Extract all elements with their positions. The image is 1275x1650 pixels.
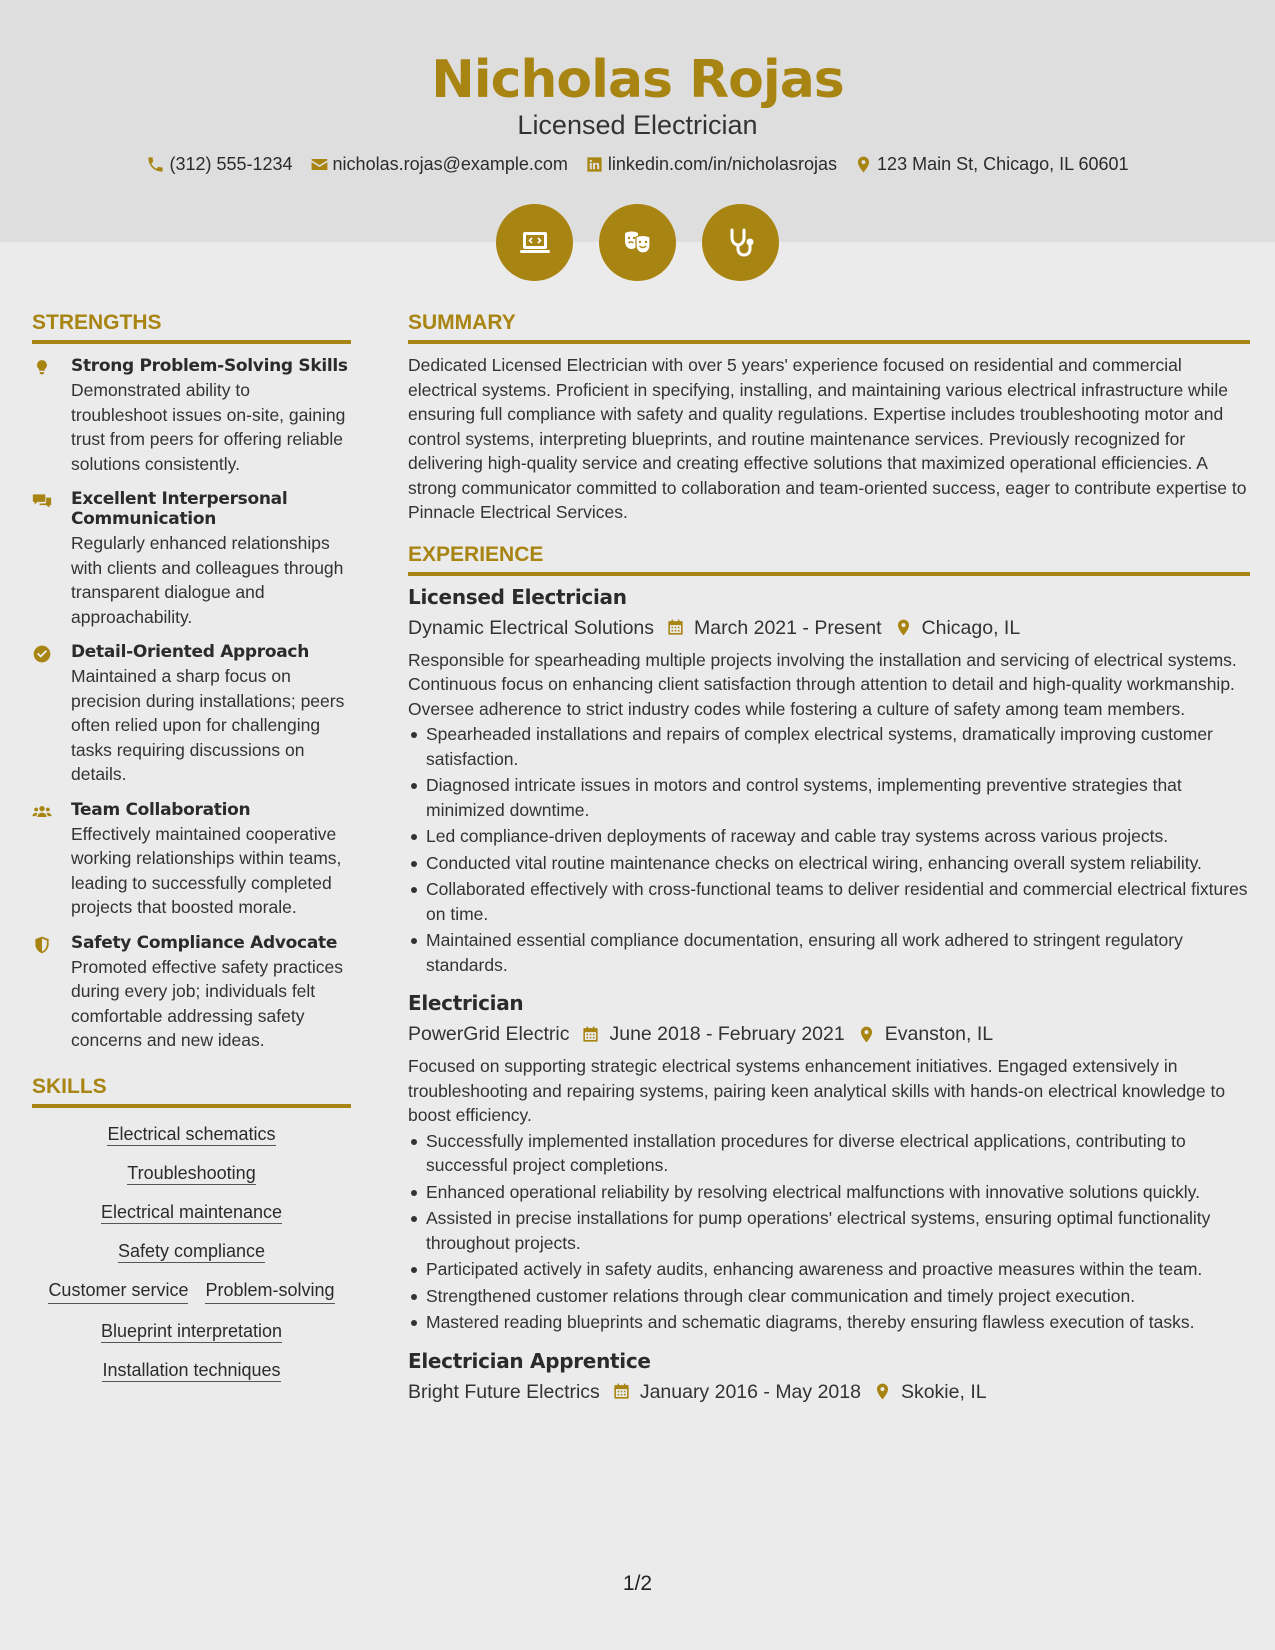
right-column: [408, 309, 1250, 1407]
strengths-heading: STRENGTHS: [32, 309, 351, 344]
job-dates: June 2018 - February 2021: [609, 1023, 845, 1045]
location-pin-icon: [854, 155, 873, 174]
candidate-name: Nicholas Rojas: [431, 50, 844, 110]
comments-icon: [32, 491, 52, 511]
contact-phone-text: (312) 555-1234: [169, 154, 293, 174]
strength-desc: Effectively maintained cooperative working relationships within teams, leading to successfully completed projects that boosted morale.: [71, 823, 342, 917]
job-bullet: Strengthened customer relations through clear communication and timely project execution.: [408, 1284, 1250, 1309]
strength-title: Safety Compliance Advocate: [71, 932, 338, 953]
strength-item: [32, 642, 351, 787]
job-dates: March 2021 - Present: [694, 616, 882, 639]
interest-circle-health: [702, 204, 779, 281]
job-bullet: Led compliance-driven deployments of raceway and cable tray systems across various projects.: [408, 824, 1250, 849]
job-bullet: Maintained essential compliance documentation, ensuring all work adhered to stringent regulatory standards.: [408, 928, 1250, 977]
strength-desc: Demonstrated ability to troubleshoot issues on-site, gaining trust from peers for offering reliable solutions consistently.: [71, 380, 346, 474]
job-bullets: [408, 1129, 1250, 1335]
strength-desc: Promoted effective safety practices during every job; individuals felt comfortable addressing safety concerns and new ideas.: [71, 956, 344, 1050]
strength-item: [32, 933, 351, 1053]
linkedin-icon: [585, 155, 604, 174]
job-bullets: [408, 722, 1250, 977]
contact-linkedin[interactable]: [585, 151, 837, 177]
contact-email[interactable]: [310, 151, 568, 177]
strengths-list: [32, 356, 351, 1053]
job-bullet: Successfully implemented installation procedures for diverse electrical applications, contributing to successful project completions.: [408, 1129, 1250, 1178]
location-pin-icon: [873, 1382, 892, 1401]
location-pin-icon: [894, 618, 913, 637]
strength-title: Detail-Oriented Approach: [71, 642, 309, 662]
calendar-icon: [612, 1382, 631, 1401]
strength-desc: Regularly enhanced relationships with clients and colleagues through transparent dialogue and approachability.: [71, 533, 344, 627]
skills-list: [32, 1122, 351, 1382]
contact-linkedin-text[interactable]: linkedin.com/in/nicholasrojas: [607, 154, 838, 174]
lightbulb-icon: [32, 358, 52, 378]
envelope-icon: [310, 155, 329, 174]
skill-tag: Safety compliance: [117, 1240, 266, 1261]
interest-circle-theater: [599, 204, 676, 281]
job-entry: [408, 989, 1250, 1335]
interest-circle-coding: [496, 204, 573, 281]
strength-title: Team Collaboration: [71, 799, 251, 820]
job-bullet: Mastered reading blueprints and schematic diagrams, thereby ensuring flawless execution of tasks.: [408, 1310, 1250, 1335]
strength-title: Strong Problem-Solving Skills: [71, 356, 348, 376]
job-bullet: Spearheaded installations and repairs of complex electrical systems, dramatically improving customer satisfaction.: [408, 722, 1250, 771]
users-icon: [32, 802, 52, 822]
job-location: Evanston, IL: [884, 1023, 994, 1045]
strength-item: [32, 489, 351, 629]
laptop-code-icon: [517, 225, 553, 261]
interest-icons: [0, 204, 1275, 281]
job-company: Bright Future Electrics: [408, 1380, 600, 1403]
job-bullet: Diagnosed intricate issues in motors and control systems, implementing preventive strategies that minimized downtime.: [408, 773, 1250, 822]
check-circle-icon: [32, 644, 52, 664]
contact-email-text[interactable]: nicholas.rojas@example.com: [332, 154, 568, 174]
job-meta: [408, 613, 1250, 643]
strength-desc: Maintained a sharp focus on precision during installations; peers often relied upon for challenging tasks requiring discussions on details.: [71, 666, 345, 784]
left-column: [32, 309, 351, 1382]
job-meta: [408, 1019, 1250, 1049]
location-pin-icon: [857, 1025, 876, 1044]
job-bullet: Assisted in precise installations for pump operations' electrical systems, ensuring optimal functionality throughout projects.: [408, 1206, 1250, 1255]
job-company: PowerGrid Electric: [408, 1023, 570, 1045]
summary-text: Dedicated Licensed Electrician with over 5 years' experience focused on residential and commercial electrical systems. Proficient in specifying, installing, and maintaining various electrical infrastructure while ensuring full compliance with safety and quality regulations. Expertise includes troubleshooting motor and control systems, interpreting blueprints, and routine maintenance services. Previously recognized for delivering high-quality service and creating effective solutions that maximized operational efficiencies. A strong communicator committed to collaboration and team-oriented success, eager to contribute expertise to Pinnacle Electrical Services.: [408, 355, 1247, 522]
job-bullet: Collaborated effectively with cross-functional teams to deliver residential and commercial electrical fixtures on time.: [408, 877, 1250, 926]
page-number: 1/2: [622, 1572, 653, 1595]
experience-heading: EXPERIENCE: [408, 541, 1250, 576]
skill-tag: Blueprint interpretation: [100, 1320, 283, 1341]
job-description: Responsible for spearheading multiple projects involving the installation and servicing of electrical systems. Continuous focus on enhancing client satisfaction through attention to detail and high-quality workmanship. Oversee adherence to strict industry codes while fostering a culture of safety among team members.: [408, 649, 1237, 719]
contact-phone: [146, 151, 292, 177]
skill-tag: Troubleshooting: [127, 1162, 256, 1183]
phone-icon: [146, 155, 165, 174]
job-location: Chicago, IL: [921, 616, 1021, 639]
job-meta: [408, 1377, 1250, 1407]
contact-address: [854, 151, 1129, 177]
calendar-icon: [581, 1025, 600, 1044]
strength-item: [32, 356, 351, 476]
job-bullet: Conducted vital routine maintenance checks on electrical wiring, enhancing overall system reliability.: [408, 851, 1250, 876]
job-company: Dynamic Electrical Solutions: [408, 616, 655, 639]
job-dates: January 2016 - May 2018: [639, 1380, 861, 1403]
shield-icon: [32, 935, 52, 955]
summary-heading: SUMMARY: [408, 309, 1250, 344]
job-description: Focused on supporting strategic electrical systems enhancement initiatives. Engaged extensively in troubleshooting and repairing systems, pairing keen analytical skills with hands-on electrical knowledge to boost efficiency.: [408, 1056, 1226, 1125]
job-bullet: Enhanced operational reliability by resolving electrical malfunctions with innovative solutions quickly.: [408, 1180, 1250, 1205]
job-entry: [408, 1347, 1250, 1407]
job-location: Skokie, IL: [900, 1380, 987, 1403]
strength-title: Excellent Interpersonal Communication: [71, 489, 288, 529]
job-bullet: Participated actively in safety audits, enhancing awareness and proactive measures within the team.: [408, 1257, 1250, 1282]
skill-tag: Installation techniques: [102, 1359, 281, 1380]
contact-bar: [0, 151, 1275, 177]
calendar-icon: [666, 618, 685, 637]
candidate-role: Licensed Electrician: [517, 110, 758, 140]
stethoscope-icon: [723, 225, 759, 261]
job-title: Electrician Apprentice: [408, 1348, 651, 1373]
skills-heading: SKILLS: [32, 1073, 351, 1108]
theater-masks-icon: [620, 225, 656, 261]
skill-tag: Customer service: [48, 1278, 188, 1304]
job-title: Electrician: [408, 991, 524, 1015]
skill-tag: Electrical maintenance: [100, 1201, 283, 1222]
strength-item: [32, 800, 351, 920]
skill-tag: Problem-solving: [205, 1278, 334, 1304]
job-entry: [408, 583, 1250, 978]
job-title: Licensed Electrician: [408, 584, 627, 609]
skill-tag: Electrical schematics: [107, 1123, 276, 1144]
contact-address-text: 123 Main St, Chicago, IL 60601: [877, 154, 1129, 174]
